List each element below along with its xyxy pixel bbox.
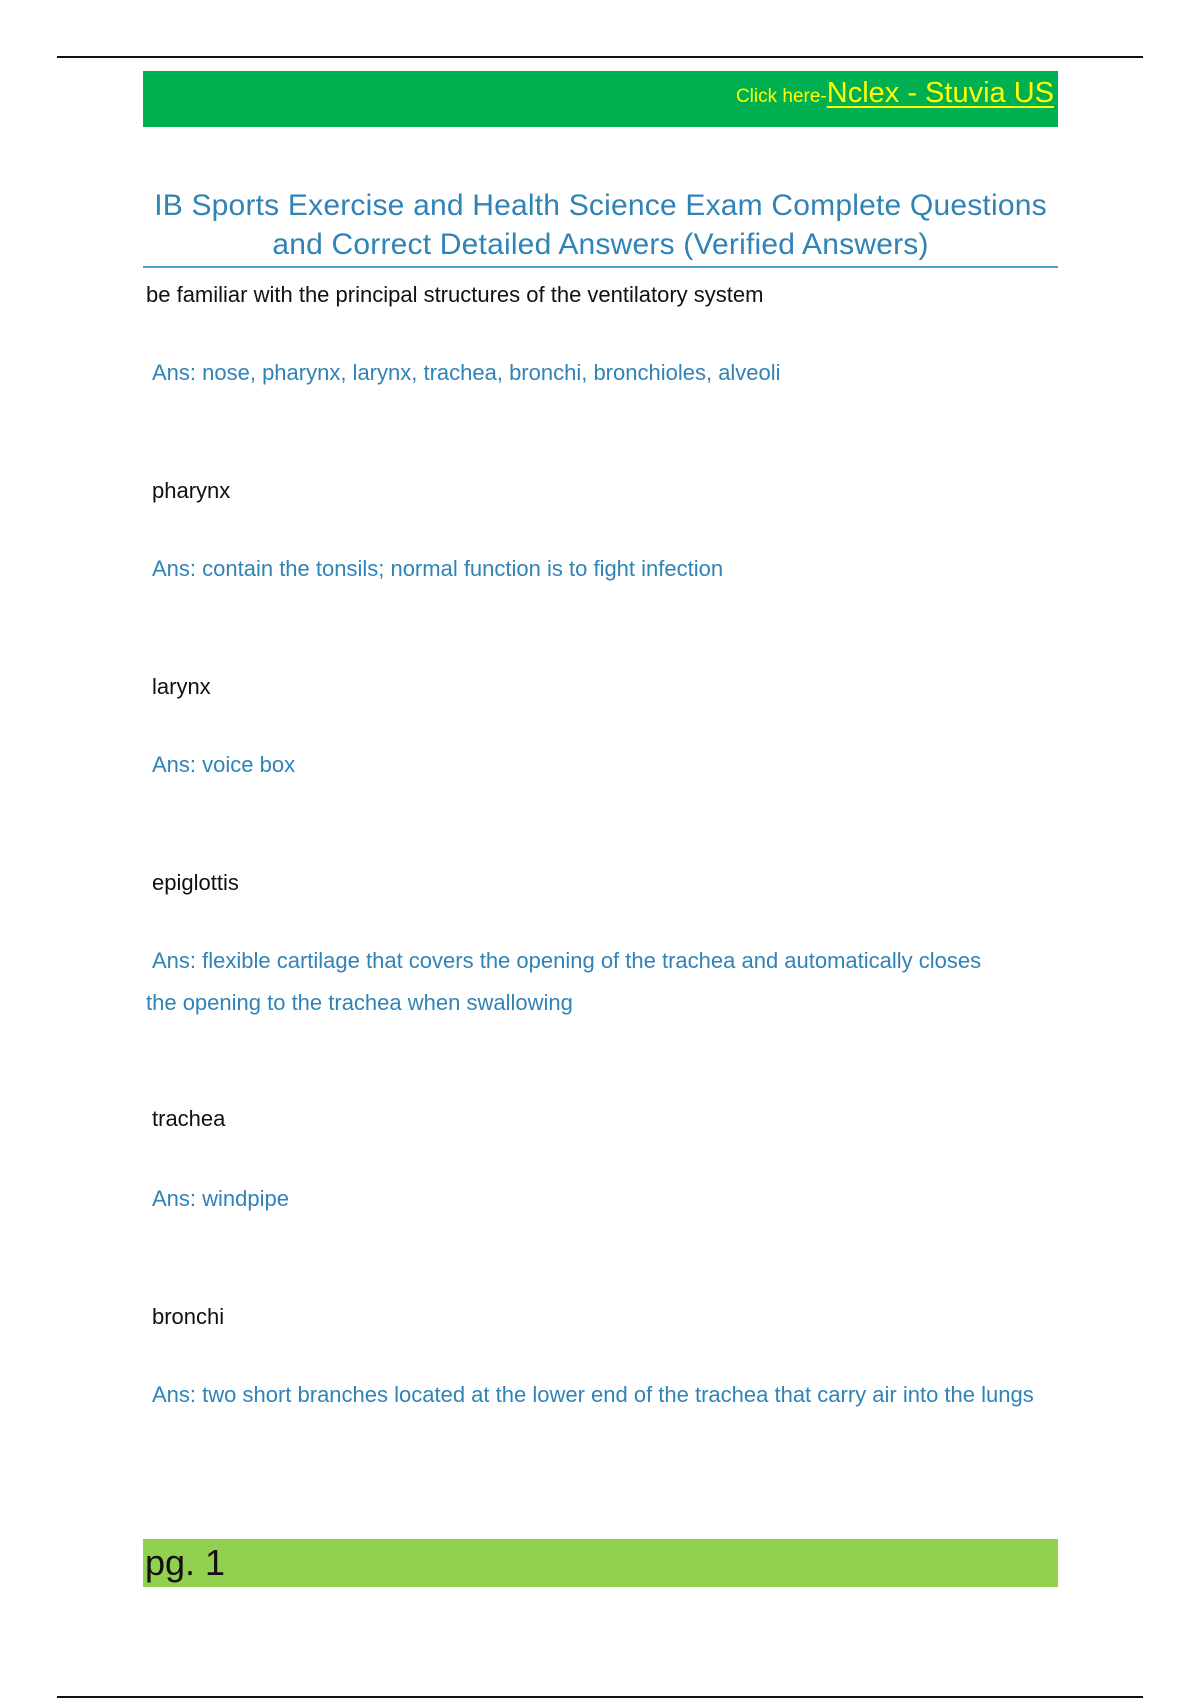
question-text: pharynx	[152, 478, 231, 503]
answer-text: Ans: flexible cartilage that covers the opening of the trachea and automatically closes the opening to the trachea when swallowing	[146, 948, 982, 1015]
stuvia-link[interactable]: Nclex - Stuvia US	[826, 77, 1054, 109]
question-text: epiglottis	[152, 870, 239, 895]
header-link-prefix: Click here-	[735, 86, 827, 107]
page-footer	[143, 1539, 1058, 1587]
question-text: trachea	[152, 1106, 226, 1131]
answer-text: Ans: two short branches located at the lower end of the trachea that carry air into the lungs	[152, 1382, 1034, 1407]
answer-text: Ans: nose, pharynx, larynx, trachea, bronchi, bronchioles, alveoli	[152, 360, 781, 385]
document-title: IB Sports Exercise and Health Science Exam Complete Questions and Correct Detailed Answers (Verified Answers)	[154, 189, 1047, 261]
question-text: bronchi	[152, 1304, 225, 1329]
question-text: larynx	[152, 674, 211, 699]
answer-text: Ans: contain the tonsils; normal function is to fight infection	[152, 556, 724, 581]
answer-text: Ans: windpipe	[152, 1186, 289, 1211]
bottom-rule	[57, 1696, 1143, 1698]
answer-text: Ans: voice box	[152, 752, 296, 777]
intro-question: be familiar with the principal structures of the ventilatory system	[146, 282, 764, 307]
page-number: pg. 1	[145, 1542, 226, 1583]
